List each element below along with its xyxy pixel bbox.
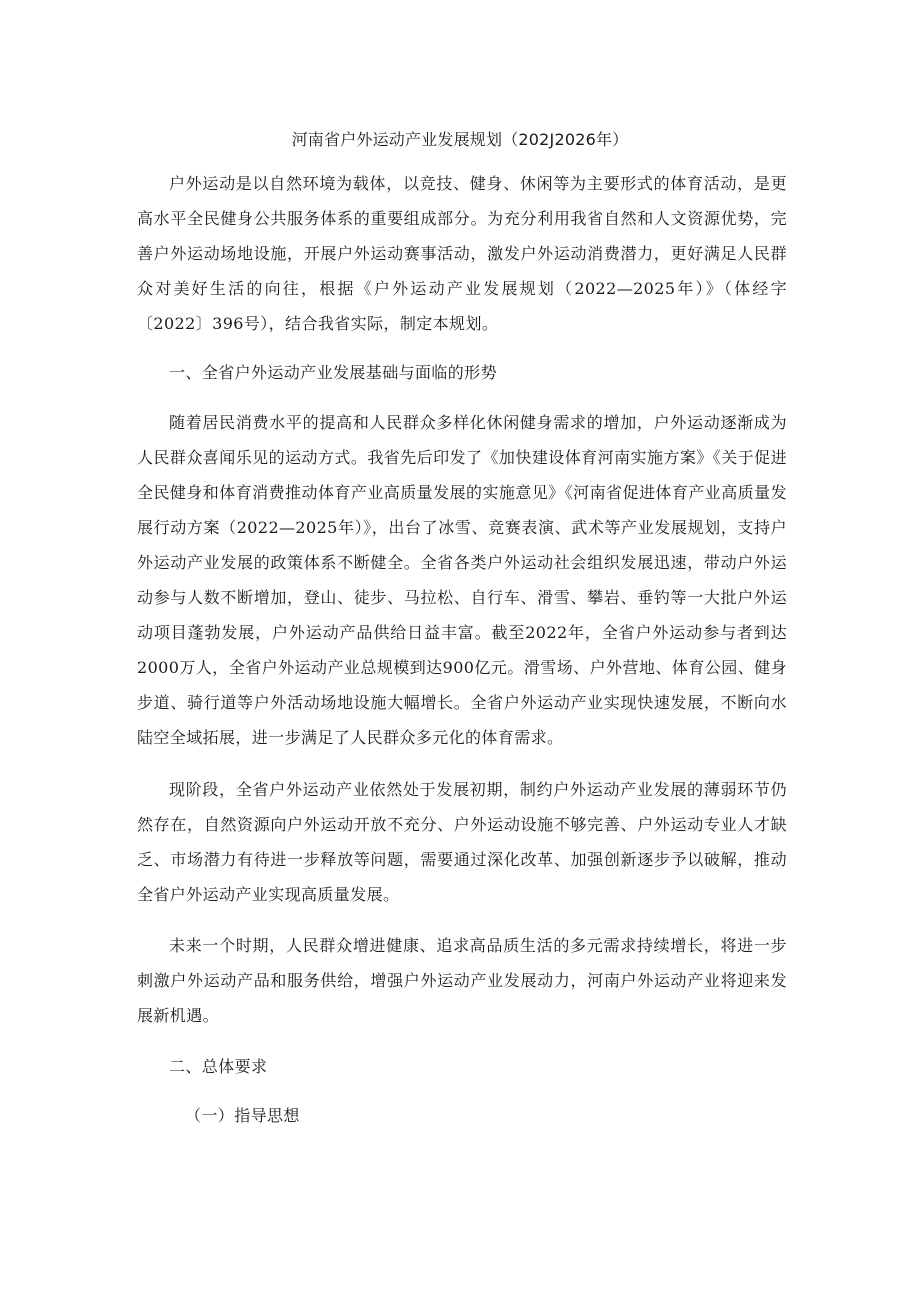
document-body: [137, 166, 787, 1133]
section-1-paragraph-3: 未来一个时期，人民群众增进健康、追求高品质生活的多元需求持续增长，将进一步刺激户外运动产品和服务供给，增强户外运动产业发展动力，河南户外运动产业将迎来发展新机遇。: [137, 935, 787, 1026]
section-1-paragraph-1: 随着居民消费水平的提高和人民群众多样化休闲健身需求的增加，户外运动逐渐成为人民群众喜闻乐见的运动方式。我省先后印发了《加快建设体育河南实施方案》《关于促进全民健身和体育消费推动体育产业高质量发展的实施意见》《河南省促进体育产业高质量发展行动方案（2022—2025年）》，出台了冰雪、竞赛表演、武术等产业发展规划，支持户外运动产业发展的政策体系不断健全。全省各类户外运动社会组织发展迅速，带动户外运动参与人数不断增加，登山、徒步、马拉松、自行车、滑雪、攀岩、垂钓等一大批户外运动项目蓬勃发展，户外运动产品供给日益丰富。截至2022年，全省户外运动参与者到达2000万人，全省户外运动产业总规模到达900亿元。滑雪场、户外营地、体育公园、健身步道、骑行道等户外活动场地设施大幅增长。全省户外运动产业实现快速发展，不断向水陆空全域拓展，进一步满足了人民群众多元化的体育需求。: [137, 412, 787, 748]
section-1-paragraph-2: 现阶段，全省户外运动产业依然处于发展初期，制约户外运动产业发展的薄弱环节仍然存在，自然资源向户外运动开放不充分、户外运动设施不够完善、户外运动专业人才缺乏、市场潜力有待进一步释放等问题，需要通过深化改革、加强创新逐步予以破解，推动全省户外运动产业实现高质量发展。: [137, 779, 787, 904]
section-2-subheading-1: （一）指导思想: [185, 1106, 300, 1126]
section-2-heading: 二、总体要求: [169, 1057, 268, 1077]
document-title: 河南省户外运动产业发展规划（202J2026年）: [291, 130, 629, 149]
intro-paragraph: 户外运动是以自然环境为载体，以竞技、健身、休闲等为主要形式的体育活动，是更高水平全民健身公共服务体系的重要组成部分。为充分利用我省自然和人文资源优势，完善户外运动场地设施，开展户外运动赛事活动，激发户外运动消费潜力，更好满足人民群众对美好生活的向往，根据《户外运动产业发展规划（2022—2025年）》（体经字〔2022〕396号），结合我省实际，制定本规划。: [137, 174, 787, 334]
section-1-heading: 一、全省户外运动产业发展基础与面临的形势: [169, 363, 498, 383]
